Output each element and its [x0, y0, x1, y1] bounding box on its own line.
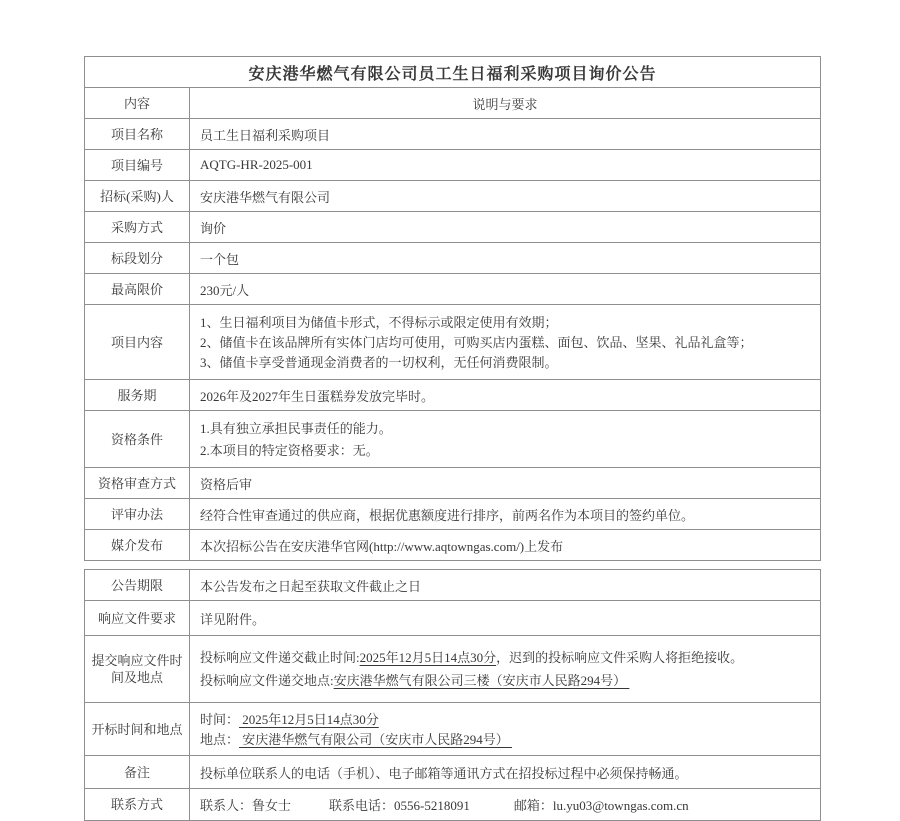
submission-place-line [200, 672, 810, 689]
table-row [85, 499, 821, 530]
table-row [85, 570, 821, 601]
table-row [85, 468, 821, 499]
table-row [85, 601, 821, 636]
table-row [85, 150, 821, 181]
announcement-table-main [84, 56, 821, 561]
table-header-row [85, 88, 821, 119]
table-row [85, 212, 821, 243]
table-row [85, 119, 821, 150]
table-row [85, 243, 821, 274]
opening-value [190, 703, 821, 756]
contact-label: 联系方式 [85, 789, 190, 821]
project-content-line: 3、储值卡享受普通现金消费者的一切权利，无任何消费限制。 [200, 354, 558, 370]
opening-place: 安庆港华燃气有限公司（安庆市人民路294号） [239, 731, 513, 747]
project-name-value: 员工生日福利采购项目 [190, 119, 821, 150]
project-no-value: AQTG-HR-2025-001 [190, 150, 821, 181]
max-price-value: 230元/人 [190, 274, 821, 305]
opening-time: 2025年12月5日14点30分 [239, 711, 379, 727]
contact-email: 邮箱：lu.yu03@towngas.com.cn [513, 798, 689, 813]
submission-value [190, 636, 821, 703]
qualification-review-value: 资格后审 [190, 468, 821, 499]
header-desc-label: 说明与要求 [190, 88, 821, 119]
qualification-line: 2.本项目的特定资格要求：无。 [200, 442, 379, 458]
response-doc-label: 响应文件要求 [85, 601, 190, 636]
opening-time-line [200, 711, 810, 728]
table-row [85, 305, 821, 380]
qualification-label: 资格条件 [85, 411, 190, 468]
evaluation-method-label: 评审办法 [85, 499, 190, 530]
table-row [85, 411, 821, 468]
notice-period-value: 本公告发布之日起至获取文件截止之日 [190, 570, 821, 601]
service-period-label: 服务期 [85, 380, 190, 411]
submission-deadline-time: 2025年12月5日14点30分 [359, 650, 497, 665]
project-content-label: 项目内容 [85, 305, 190, 380]
contact-value [190, 789, 821, 821]
project-content-value [190, 305, 821, 380]
remark-value: 投标单位联系人的电话（手机）、电子邮箱等通讯方式在招投标过程中必须保持畅通。 [190, 756, 821, 789]
table-row [85, 756, 821, 789]
contact-person: 联系人：鲁女士 [200, 798, 292, 813]
submission-place: 安庆港华燃气有限公司三楼（安庆市人民路294号） [333, 673, 630, 688]
media-publish-label: 媒介发布 [85, 530, 190, 561]
opening-label: 开标时间和地点 [85, 703, 190, 756]
header-content-label: 内容 [85, 88, 190, 119]
project-content-line: 1、生日福利项目为储值卡形式，不得标示或限定使用有效期； [200, 314, 558, 330]
remark-label: 备注 [85, 756, 190, 789]
procurement-method-value: 询价 [190, 212, 821, 243]
table-row [85, 181, 821, 212]
submission-deadline-prefix: 投标响应文件递交截止时间: [200, 650, 360, 665]
tenderee-label: 招标(采购)人 [85, 181, 190, 212]
notice-period-label: 公告期限 [85, 570, 190, 601]
submission-place-prefix: 投标响应文件递交地点: [200, 673, 334, 688]
project-content-line: 2、储值卡在该品牌所有实体门店均可使用，可购买店内蛋糕、面包、饮品、坚果、礼品礼盒等； [200, 334, 753, 350]
procurement-method-label: 采购方式 [85, 212, 190, 243]
media-publish-value: 本次招标公告在安庆港华官网(http://www.aqtowngas.com/)上发布 [190, 530, 821, 561]
service-period-value: 2026年及2027年生日蛋糕券发放完毕时。 [190, 380, 821, 411]
table-row [85, 703, 821, 756]
contact-phone: 联系电话：0556-5218091 [329, 798, 470, 813]
qualification-line: 1.具有独立承担民事责任的能力。 [200, 420, 392, 436]
tenderee-value: 安庆港华燃气有限公司 [190, 181, 821, 212]
opening-time-prefix: 时间： [200, 711, 240, 727]
submission-deadline-suffix: ，迟到的投标响应文件采购人将拒绝接收。 [496, 650, 744, 665]
submission-deadline-line [200, 649, 810, 666]
project-no-label: 项目编号 [85, 150, 190, 181]
table-row [85, 380, 821, 411]
announcement-document [84, 56, 820, 821]
evaluation-method-value: 经符合性审查通过的供应商，根据优惠额度进行排序，前两名作为本项目的签约单位。 [190, 499, 821, 530]
page-title: 安庆港华燃气有限公司员工生日福利采购项目询价公告 [85, 57, 821, 88]
announcement-table-secondary [84, 569, 821, 821]
opening-place-prefix: 地点： [200, 731, 240, 747]
max-price-label: 最高限价 [85, 274, 190, 305]
sections-label: 标段划分 [85, 243, 190, 274]
qualification-review-label: 资格审查方式 [85, 468, 190, 499]
sections-value: 一个包 [190, 243, 821, 274]
table-gap [84, 561, 820, 569]
submission-label: 提交响应文件时间及地点 [85, 636, 190, 703]
qualification-value [190, 411, 821, 468]
table-row [85, 530, 821, 561]
table-row [85, 274, 821, 305]
table-row [85, 636, 821, 703]
project-name-label: 项目名称 [85, 119, 190, 150]
opening-place-line [200, 731, 810, 748]
title-row [85, 57, 821, 88]
table-row [85, 789, 821, 821]
response-doc-value: 详见附件。 [190, 601, 821, 636]
